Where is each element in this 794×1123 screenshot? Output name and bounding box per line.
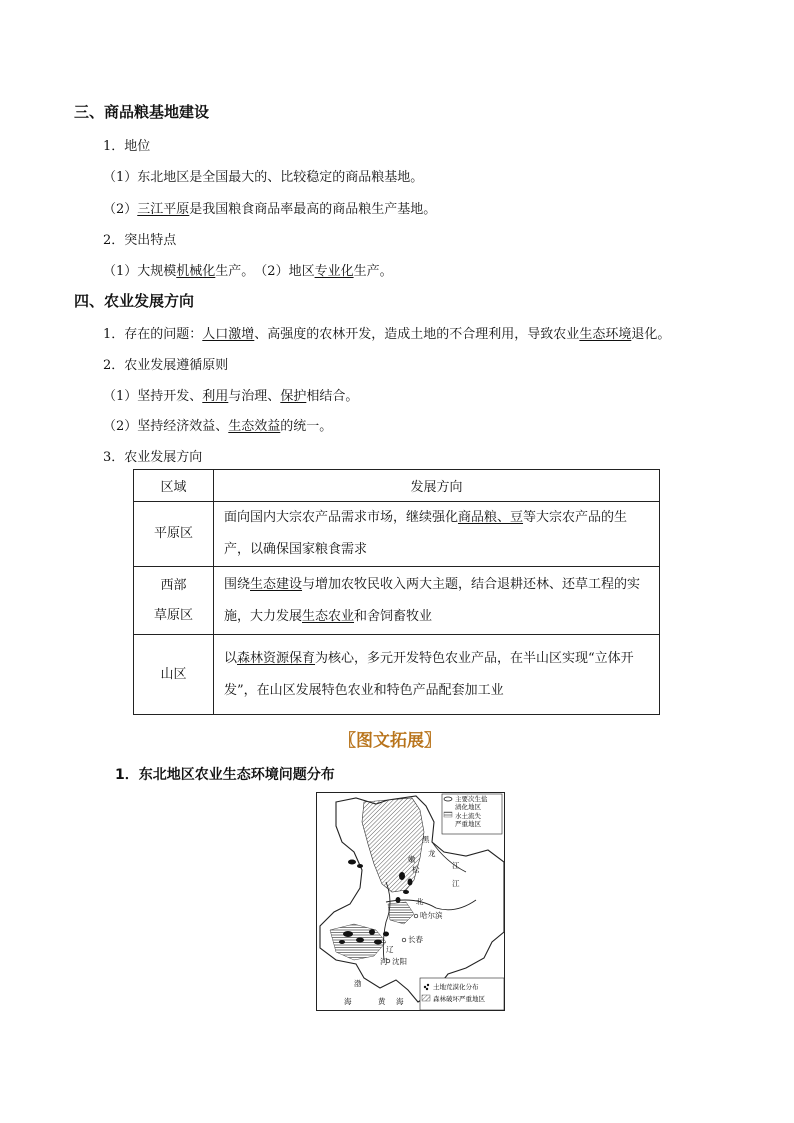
table-row (134, 635, 660, 715)
place-label: 哈尔滨 (420, 911, 443, 920)
section4-item3: 3．农业发展方向 (103, 450, 203, 465)
table-header-row (134, 470, 660, 502)
table-cell-region: 西部 草原区 (134, 567, 214, 635)
place-label: 河 (380, 957, 388, 966)
section3-line1: （1）东北地区是全国最大的、比较稳定的商品粮基地。 (103, 170, 424, 185)
table-cell-direction: 围绕生态建设与增加农牧民收入两大主题，结合退耕还林、还草工程的实施，大力发展生态农业和舍饲畜牧业 (214, 567, 660, 635)
section3-line2: （2）三江平原是我国粮食商品率最高的商品粮生产基地。 (103, 202, 437, 217)
section4-title: 四、农业发展方向 (74, 292, 195, 310)
extension-banner: 〖图文拓展〗 (339, 731, 441, 751)
section3-line3: （1）大规模机械化生产。 （2）地区专业化生产。 (103, 264, 393, 279)
table-cell-direction: 面向国内大宗农产品需求市场，继续强化商品粮、豆等大宗农产品的生产，以确保国家粮食需求 (214, 502, 660, 567)
table-row (134, 567, 660, 635)
table-header-direction: 发展方向 (214, 470, 660, 502)
table-header-region: 区域 (134, 470, 214, 502)
development-table (133, 469, 660, 715)
place-label: 海 (344, 997, 352, 1006)
place-label: 嫩 (408, 855, 416, 864)
table-cell-direction: 以森林资源保育为核心，多元开发特色农业产品，在半山区实现“立体开发”，在山区发展特色农业和特色产品配套加工业 (214, 635, 660, 715)
place-label: 江 (452, 879, 460, 888)
legend-label: 土地荒漠化分布 (433, 983, 479, 991)
place-label: 渤 (354, 979, 362, 988)
place-label: 龙 (428, 849, 436, 858)
section4-line1: （1）坚持开发、利用与治理、保护相结合。 (103, 389, 359, 404)
northeast-map (316, 792, 505, 1011)
place-label: 北 (416, 897, 424, 906)
place-label: 黄 (378, 997, 386, 1006)
place-label: 江 (452, 861, 460, 870)
table-row (134, 502, 660, 567)
legend-label: 水土流失 (455, 812, 481, 820)
section3-title: 三、商品粮基地建设 (74, 103, 210, 121)
place-label: 沈阳 (392, 957, 407, 966)
figure-title: 1．东北地区农业生态环境问题分布 (115, 767, 335, 783)
legend-label: 渍化地区 (455, 803, 481, 811)
section4-line2: （2）坚持经济效益、生态效益的统一。 (103, 419, 333, 434)
place-label: 黑 (422, 835, 430, 844)
section3-item2: 2．突出特点 (103, 233, 177, 248)
legend-label: 严重地区 (455, 820, 481, 828)
place-label: 长春 (408, 935, 423, 944)
section3-item1: 1．地位 (103, 139, 151, 154)
place-label: 辽 (386, 945, 394, 954)
table-cell-region: 平原区 (134, 502, 214, 567)
legend-label: 森林破坏严重地区 (433, 995, 485, 1003)
section4-item1: 1．存在的问题：人口激增、高强度的农林开发，造成土地的不合理利用，导致农业生态环境退化。 (103, 327, 671, 342)
legend-label: 主要次生盐 (455, 795, 488, 803)
place-label: 松 (412, 865, 420, 874)
table-cell-region: 山区 (134, 635, 214, 715)
section4-item2: 2．农业发展遵循原则 (103, 358, 229, 373)
place-label: 海 (396, 997, 404, 1006)
